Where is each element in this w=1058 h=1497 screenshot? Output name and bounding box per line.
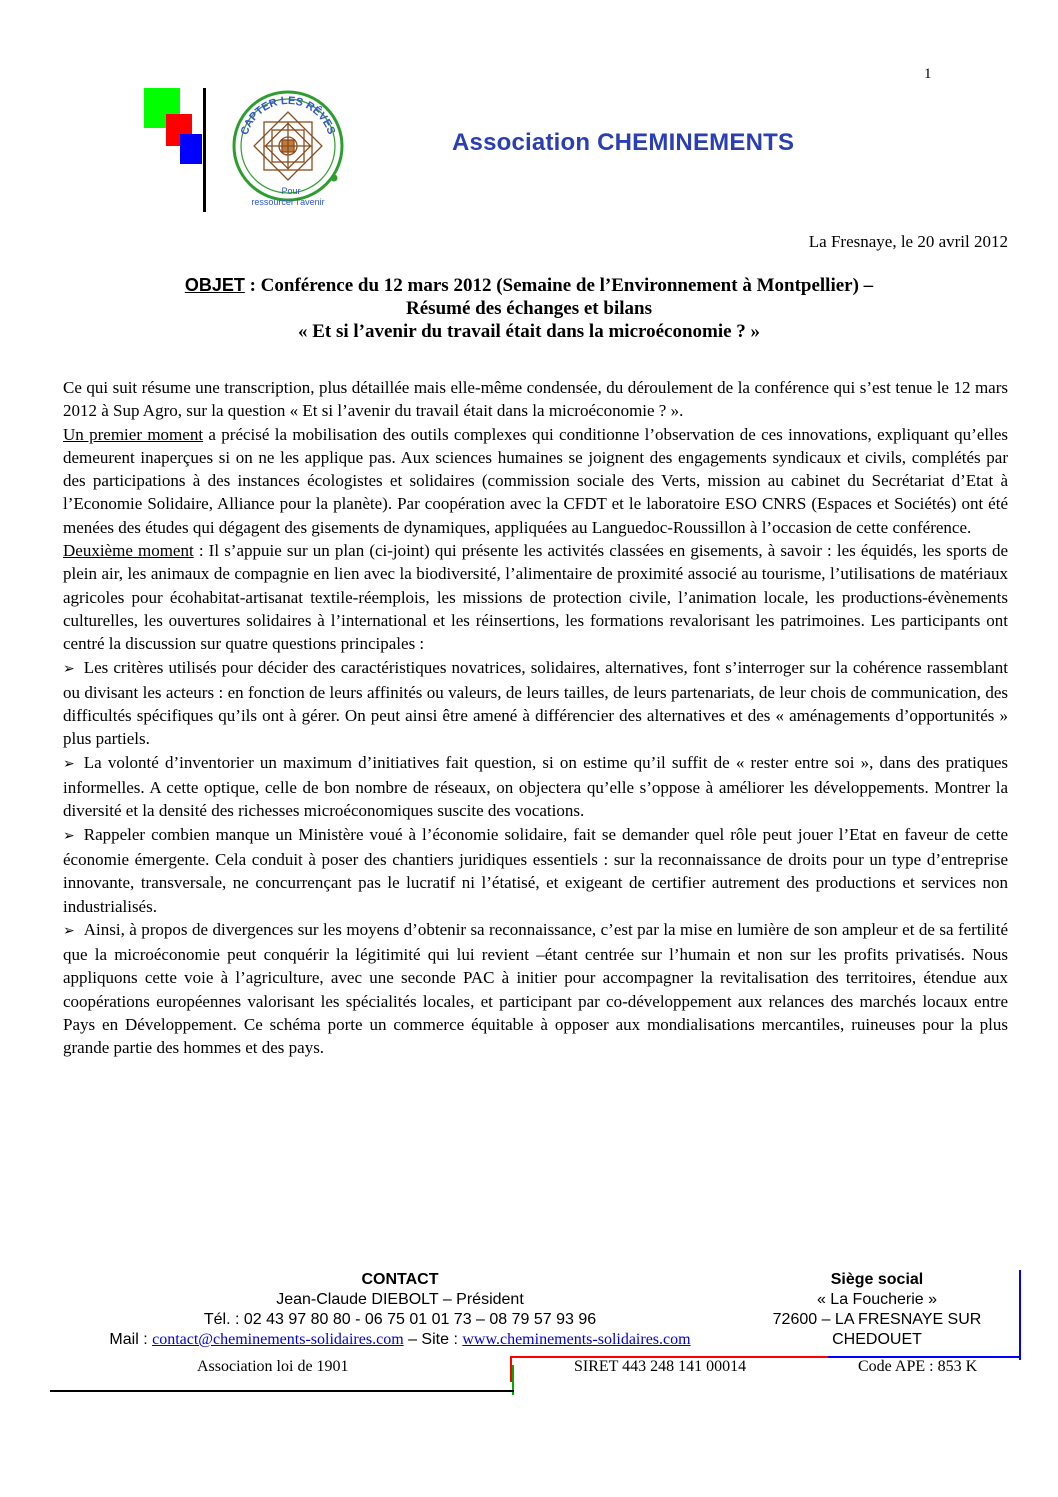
arrow-bullet-icon: ➢ xyxy=(63,922,75,939)
seal-dot xyxy=(331,175,338,182)
contact-mail-line xyxy=(60,1330,740,1350)
moment1-label: Un premier moment xyxy=(63,424,204,444)
bullet-text: La volonté d’inventorier un maximum d’initiatives fait question, si on estime qu’il suffit de « rester entre soi », dans des pratiques informelles. A cette optique, celle de bon nombre de réseaux, on objectera qu’elle s’oppose à améliorer les développements. Montrer la diversité et la densité des richesses microéconomiques suscite des vocations. xyxy=(63,752,1008,821)
subject-line-3: « Et si l’avenir du travail était dans la microéconomie ? » xyxy=(297,321,761,342)
organization-title: Association CHEMINEMENTS xyxy=(452,129,795,156)
moment2-paragraph xyxy=(63,539,1008,655)
footer-blue-vertical-line xyxy=(1019,1270,1021,1360)
moment1-text: a précisé la mobilisation des outils complexes qui conditionne l’observation de ces innovations, expliquant qu’elles demeurent inaperçues si on ne les applique pas. Aux sciences humaines se joignent des engagements syndicaux et civils, complétés par des participations à des instances écologistes et solidaires (commission sociale des Verts, mission au cabinet du Secrétariat d’Etat à l’Economie Solidaire, Alliance pour la planète). Par coopération avec la CFDT et le laboratoire ESO CNRS (Espaces et Sociétés) ont été menées des études qui dégagent des gisements de dynamiques, appliquées au Languedoc-Roussillon à l’occasion de cette conférence. xyxy=(63,424,1008,537)
subject-line-1 xyxy=(50,274,1008,297)
contact-name: Jean-Claude DIEBOLT – Président xyxy=(276,1291,524,1308)
footer-contact xyxy=(60,1270,740,1350)
letter-body xyxy=(63,376,1008,1060)
arrow-bullet-icon: ➢ xyxy=(63,660,75,677)
mail-link[interactable]: contact@cheminements-solidaires.com xyxy=(152,1331,404,1348)
arrow-bullet-icon: ➢ xyxy=(63,827,75,844)
site-label: – Site : xyxy=(403,1331,463,1348)
date-line: La Fresnaye, le 20 avril 2012 xyxy=(808,232,1008,251)
bullet-item xyxy=(63,918,1008,1060)
mail-label: Mail : xyxy=(109,1331,153,1348)
contact-title: CONTACT xyxy=(361,1271,439,1288)
siege-line-1: « La Foucherie » xyxy=(816,1291,938,1308)
bullet-text: Les critères utilisés pour décider des caractéristiques novatrices, solidaires, alternatives, font s’interroger sur la cohérence rassemblant ou divisant les acteurs : en fonction de leurs affinités ou valeurs, de leurs tailles, de leurs partenariats, de leur chois de communication, des difficultés spécifiques qu’ils ont à gérer. On peut ainsi être amené à différencier des alternatives et des « aménagements d’opportunités » plus partiels. xyxy=(63,657,1008,749)
subject-block xyxy=(50,274,1008,343)
seal-bottom-text-2: ressourcer l'avenir xyxy=(251,197,325,207)
legal-association: Association loi de 1901 xyxy=(197,1358,349,1375)
color-squares-logo xyxy=(144,88,210,212)
moment1-paragraph xyxy=(63,423,1008,539)
seal-arc-text: CAPTER LES RÊVES xyxy=(238,94,338,137)
intro-paragraph: Ce qui suit résume une transcription, plus détaillée mais elle-même condensée, du déroulement de la conférence qui s’est tenue le 12 mars 2012 à Sup Agro, sur la question « Et si l’avenir du travail était dans la microéconomie ? ». xyxy=(63,378,1008,421)
bullet-text: Rappeler combien manque un Ministère voué à l’économie solidaire, fait se demander quel rôle peut jouer l’Etat en faveur de cette économie émergente. Cela conduit à poser des chantiers juridiques essentiels : sur la reconnaissance de droits pour un type d’entreprise innovante, transversale, ne concurrençant pas le lucratif ni l’étatisé, et exigeant de certifier autrement des productions et services non industrialisés. xyxy=(63,824,1008,916)
seal-logo-graphic xyxy=(228,84,348,210)
arrow-bullet-icon: ➢ xyxy=(63,755,75,772)
legal-ape: Code APE : 853 K xyxy=(858,1358,978,1375)
site-link[interactable]: www.cheminements-solidaires.com xyxy=(462,1331,691,1348)
moment2-label: Deuxième moment xyxy=(63,541,194,561)
legal-siret: SIRET 443 248 141 00014 xyxy=(574,1358,747,1375)
footer-black-line xyxy=(50,1390,514,1392)
siege-line-2: 72600 – LA FRESNAYE SUR xyxy=(772,1311,982,1328)
bullet-item xyxy=(63,823,1008,918)
moment2-text: : Il s’appuie sur un plan (ci-joint) qui présente les activités classées en gisements, à savoir : les équidés, les sports de plein air, les animaux de compagnie en lien avec la biodiversité, l’alimentaire de proximité associé au tourisme, l’utilisations de matériaux agricoles pour écohabitat-artisanat textile-réemplois, les missions de protection civile, l’animation locale, les productions-évènements culturelles, les ouvertures solidaires à l’international et les réinsertions, les formations revalorisant les patrimoines. Les participants ont centré la discussion sur quatre questions principales : xyxy=(63,541,1008,654)
seal-bottom-text-1: Pour xyxy=(281,186,301,196)
blue-square xyxy=(180,134,202,164)
footer-siege xyxy=(752,1270,1002,1350)
seal-logo xyxy=(228,84,348,210)
subject-line-1-text: : Conférence du 12 mars 2012 (Semaine de l’Environnement à Montpellier) – xyxy=(244,275,874,296)
contact-phone: Tél. : 02 43 97 80 80 - 06 75 01 01 73 – 08 79 57 93 96 xyxy=(203,1311,597,1328)
page-number: 1 xyxy=(924,66,932,82)
siege-line-3: CHEDOUET xyxy=(832,1331,922,1348)
logo-vertical-line xyxy=(203,88,206,212)
subject-label: OBJET xyxy=(184,275,245,295)
bullet-text: Ainsi, à propos de divergences sur les moyens d’obtenir sa reconnaissance, c’est par la mise en lumière de son ampleur et de sa fertilité que la microéconomie peut conquérir la légitimité qui lui revient –étant centrée sur l’humain et non sur les profits privatisés. Nous appliquons cette voie à l’agriculture, avec une seconde PAC à initier pour accompagner la revitalisation des territoires, étendue aux coopérations européennes valorisant les spécialités locales, et participant par co-développement aux relances des marchés locaux entre Pays en Développement. Ce schéma porte un commerce équitable à opposer aux mondialisations mercantiles, ruineuses pour la plus grande partie des hommes et des pays. xyxy=(63,919,1008,1058)
subject-line-2: Résumé des échanges et bilans xyxy=(406,298,652,319)
siege-title: Siège social xyxy=(830,1271,924,1288)
bullet-item xyxy=(63,656,1008,751)
bullet-item xyxy=(63,751,1008,823)
